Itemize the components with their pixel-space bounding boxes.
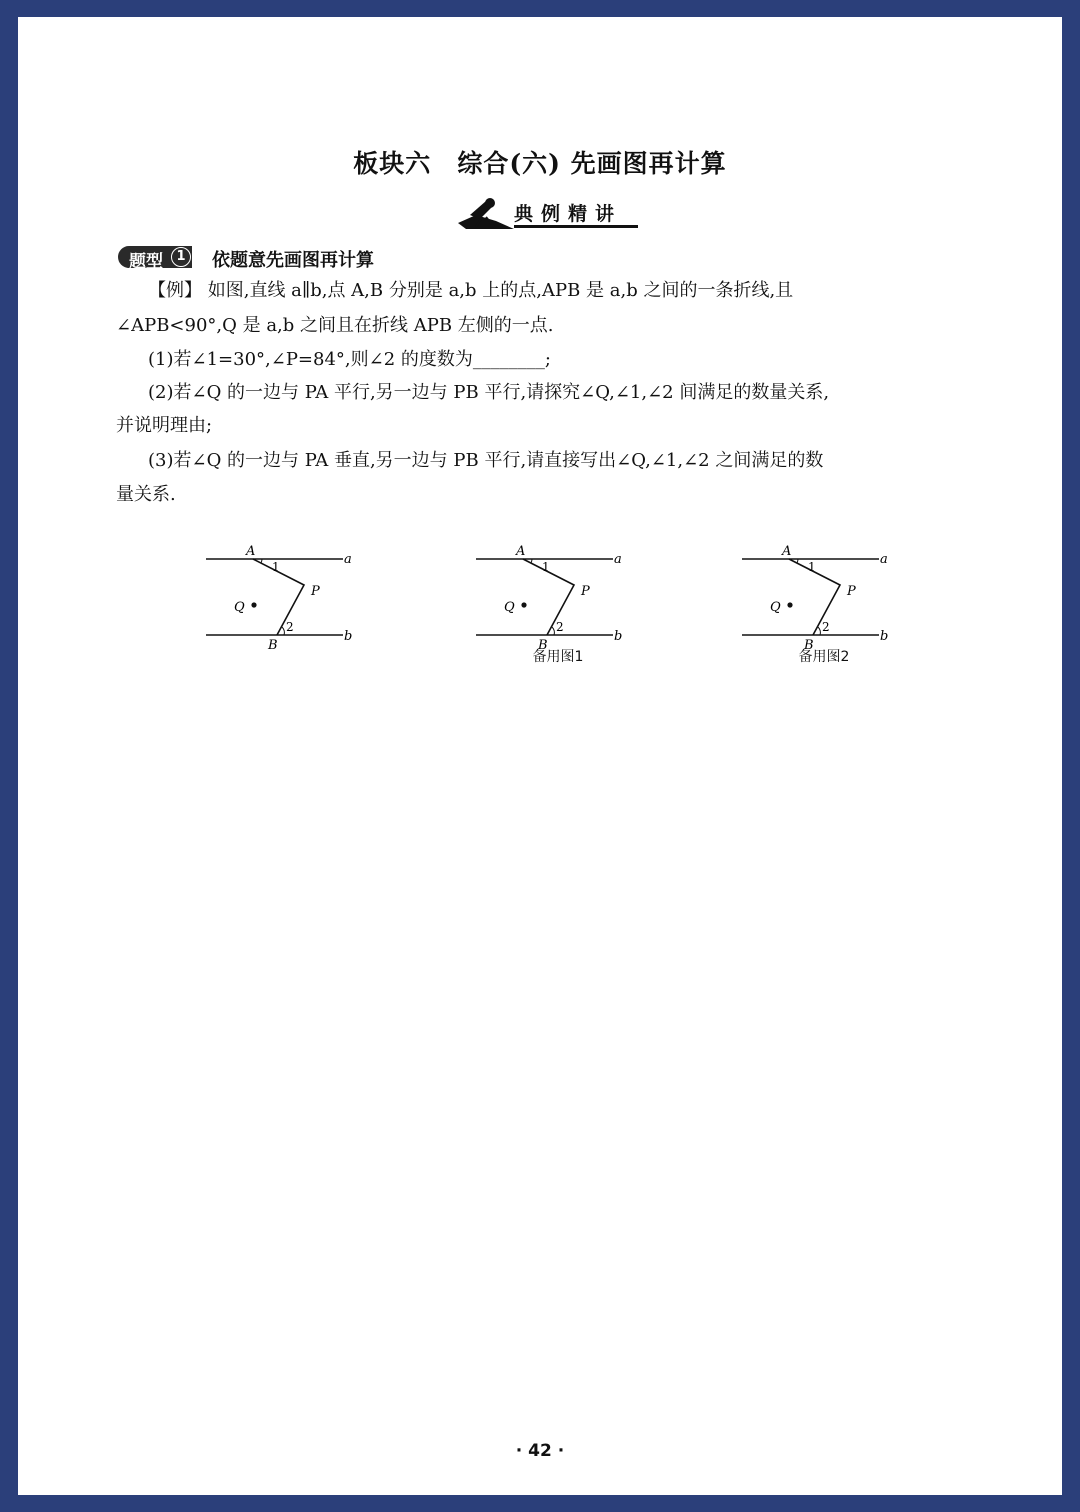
problem-line-6: (3)若∠Q 的一边与 PA 垂直,另一边与 PB 平行,请直接写出∠Q,∠1,∠2 之间满足的数 [148, 450, 824, 471]
section-title: 综合(六) 先画图再计算 [457, 149, 727, 178]
page-title [18, 144, 1062, 180]
label-1: 1 [272, 560, 280, 574]
label-A: A [516, 544, 526, 559]
badge-number: 1 [171, 247, 191, 267]
parallel-lines-diagram [734, 525, 914, 653]
figure-backup-1 [468, 525, 648, 675]
question-type-badge [118, 246, 192, 272]
problem-line-1: 【例】 如图,直线 a∥b,点 A,B 分别是 a,b 上的点,APB 是 a,b 之间的一条折线,且 [148, 280, 794, 301]
page-number: · 42 · [515, 1441, 565, 1461]
label-A: A [246, 544, 256, 559]
problem-line-3: (1)若∠1=30°,∠P=84°,则∠2 的度数为________; [148, 349, 551, 370]
label-b: b [344, 629, 353, 644]
label-P: P [581, 584, 590, 599]
label-a: a [880, 552, 888, 567]
badge-label: 题型 [129, 252, 163, 272]
label-a: a [614, 552, 622, 567]
section-banner [456, 193, 646, 233]
problem-line-5: 并说明理由; [116, 415, 213, 436]
problem-line-2: ∠APB<90°,Q 是 a,b 之间且在折线 APB 左侧的一点. [116, 315, 554, 336]
telescope-icon [456, 193, 516, 233]
label-A: A [782, 544, 792, 559]
section-label: 板块六 [353, 149, 432, 178]
label-B: B [538, 638, 548, 653]
label-b: b [614, 629, 623, 644]
document-page [18, 17, 1062, 1495]
figure-caption: 备用图2 [798, 649, 850, 665]
problem-line-4: (2)若∠Q 的一边与 PA 平行,另一边与 PB 平行,请探究∠Q,∠1,∠2 间满足的数量关系, [148, 382, 830, 403]
figure-backup-2 [734, 525, 914, 675]
parallel-lines-diagram [198, 525, 378, 653]
banner-underline [514, 225, 638, 228]
label-B: B [268, 638, 278, 653]
label-2: 2 [556, 620, 564, 634]
banner-label: 典例精讲 [514, 203, 623, 225]
label-Q: Q [504, 600, 515, 615]
label-P: P [311, 584, 320, 599]
label-1: 1 [542, 560, 550, 574]
label-Q: Q [234, 600, 245, 615]
figure-caption: 备用图1 [532, 649, 584, 665]
label-2: 2 [286, 620, 294, 634]
label-1: 1 [808, 560, 816, 574]
label-B: B [804, 638, 814, 653]
figure-main [198, 525, 378, 675]
label-P: P [847, 584, 856, 599]
label-Q: Q [770, 600, 781, 615]
label-a: a [344, 552, 352, 567]
label-2: 2 [822, 620, 830, 634]
question-type-text: 依题意先画图再计算 [212, 250, 374, 271]
label-b: b [880, 629, 889, 644]
parallel-lines-diagram [468, 525, 648, 653]
problem-line-7: 量关系. [116, 484, 176, 505]
